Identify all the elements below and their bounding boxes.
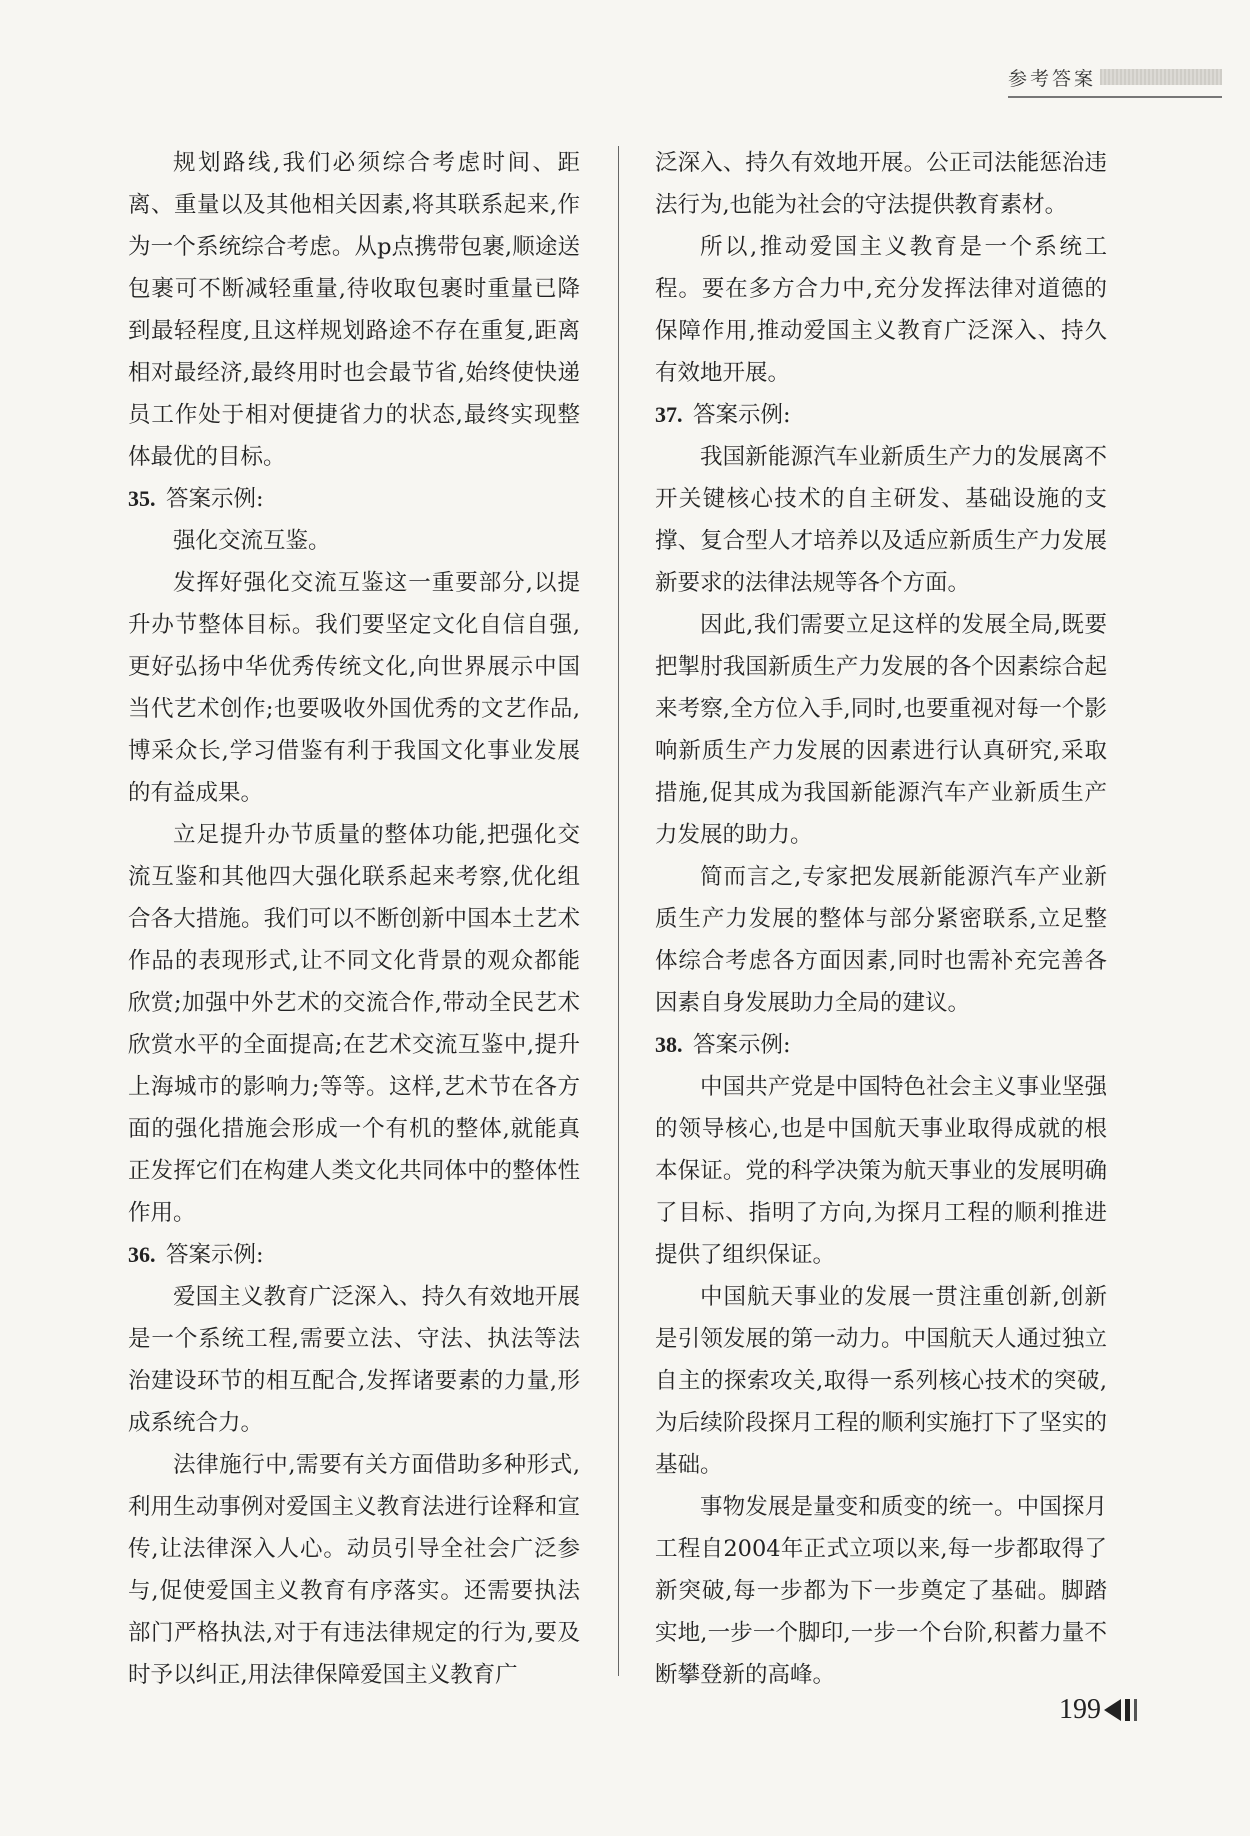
question-label: 答案示例:: [693, 1032, 791, 1058]
question-label: 答案示例:: [166, 1242, 264, 1268]
page-number: 199: [1059, 1694, 1101, 1725]
question-number: 35.: [128, 486, 156, 511]
paragraph: 事物发展是量变和质变的统一。中国探月工程自2004年正式立项以来,每一步都取得了新突破,每一步都为下一步奠定了基础。脚踏实地,一步一个脚印,一步一个台阶,积蓄力量不断攀登新的高峰。: [655, 1494, 1107, 1688]
question-label: 答案示例:: [166, 486, 264, 512]
paragraph: 发挥好强化交流互鉴这一重要部分,以提升办节整体目标。我们要坚定文化自信自强,更好弘扬中华优秀传统文化,向世界展示中国当代艺术创作;也要吸收外国优秀的文艺作品,博采众长,学习借鉴有利于我国文化事业发展的有益成果。: [128, 570, 580, 806]
question-number: 36.: [128, 1242, 156, 1267]
question-label: 答案示例:: [693, 402, 791, 428]
paragraph: 简而言之,专家把发展新能源汽车产业新质生产力发展的整体与部分紧密联系,立足整体综合考虑各方面因素,同时也需补充完善各因素自身发展助力全局的建议。: [655, 864, 1107, 1016]
question-number: 37.: [655, 402, 683, 427]
right-column: [655, 142, 1107, 1696]
question-heading-38: [655, 1024, 1107, 1066]
paragraph: 强化交流互鉴。: [173, 528, 331, 554]
header-decorative-bar: [1100, 69, 1222, 85]
question-heading-35: [128, 478, 580, 520]
question-number: 38.: [655, 1032, 683, 1057]
paragraph: 法律施行中,需要有关方面借助多种形式,利用生动事例对爱国主义教育法进行诠释和宣传,让法律深入人心。动员引导全社会广泛参与,促使爱国主义教育有序落实。还需要执法部门严格执法,对于有违法律规定的行为,要及时予以纠正,用法律保障爱国主义教育广: [128, 1452, 580, 1688]
header-rule: [1008, 96, 1222, 98]
question-heading-37: [655, 394, 1107, 436]
paragraph: 泛深入、持久有效地开展。公正司法能惩治违法行为,也能为社会的守法提供教育素材。: [655, 150, 1107, 218]
page-marker-bar-icon: [1134, 1699, 1137, 1721]
left-column: [128, 142, 580, 1696]
paragraph: 爱国主义教育广泛深入、持久有效地开展是一个系统工程,需要立法、守法、执法等法治建设环节的相互配合,发挥诸要素的力量,形成系统合力。: [128, 1284, 580, 1436]
paragraph: 所以,推动爱国主义教育是一个系统工程。要在多方合力中,充分发挥法律对道德的保障作用,推动爱国主义教育广泛深入、持久有效地开展。: [655, 234, 1107, 386]
paragraph: 因此,我们需要立足这样的发展全局,既要把掣肘我国新质生产力发展的各个因素综合起来考察,全方位入手,同时,也要重视对每一个影响新质生产力发展的因素进行认真研究,采取措施,促其成为我国新能源汽车产业新质生产力发展的助力。: [655, 612, 1107, 848]
paragraph: 我国新能源汽车业新质生产力的发展离不开关键核心技术的自主研发、基础设施的支撑、复合型人才培养以及适应新质生产力发展新要求的法律法规等各个方面。: [655, 444, 1107, 596]
header-section-label: 参考答案: [1008, 68, 1097, 90]
paragraph: 中国航天事业的发展一贯注重创新,创新是引领发展的第一动力。中国航天人通过独立自主的探索攻关,取得一系列核心技术的突破,为后续阶段探月工程的顺利实施打下了坚实的基础。: [655, 1284, 1107, 1478]
question-heading-36: [128, 1234, 580, 1276]
paragraph: 中国共产党是中国特色社会主义事业坚强的领导核心,也是中国航天事业取得成就的根本保证。党的科学决策为航天事业的发展明确了目标、指明了方向,为探月工程的顺利推进提供了组织保证。: [655, 1074, 1107, 1268]
page-marker-bar-icon: [1125, 1699, 1130, 1721]
column-divider: [618, 146, 619, 1676]
page-marker-arrow-icon: [1104, 1699, 1121, 1721]
paragraph: 立足提升办节质量的整体功能,把强化交流互鉴和其他四大强化联系起来考察,优化组合各大措施。我们可以不断创新中国本土艺术作品的表现形式,让不同文化背景的观众都能欣赏;加强中外艺术的交流合作,带动全民艺术欣赏水平的全面提高;在艺术交流互鉴中,提升上海城市的影响力;等等。这样,艺术节在各方面的强化措施会形成一个有机的整体,就能真正发挥它们在构建人类文化共同体中的整体性作用。: [128, 822, 580, 1226]
paragraph: 规划路线,我们必须综合考虑时间、距离、重量以及其他相关因素,将其联系起来,作为一个系统综合考虑。从p点携带包裹,顺途送包裹可不断减轻重量,待收取包裹时重量已降到最轻程度,且这样规划路途不存在重复,距离相对最经济,最终用时也会最节省,始终使快递员工作处于相对便捷省力的状态,最终实现整体最优的目标。: [128, 150, 580, 470]
